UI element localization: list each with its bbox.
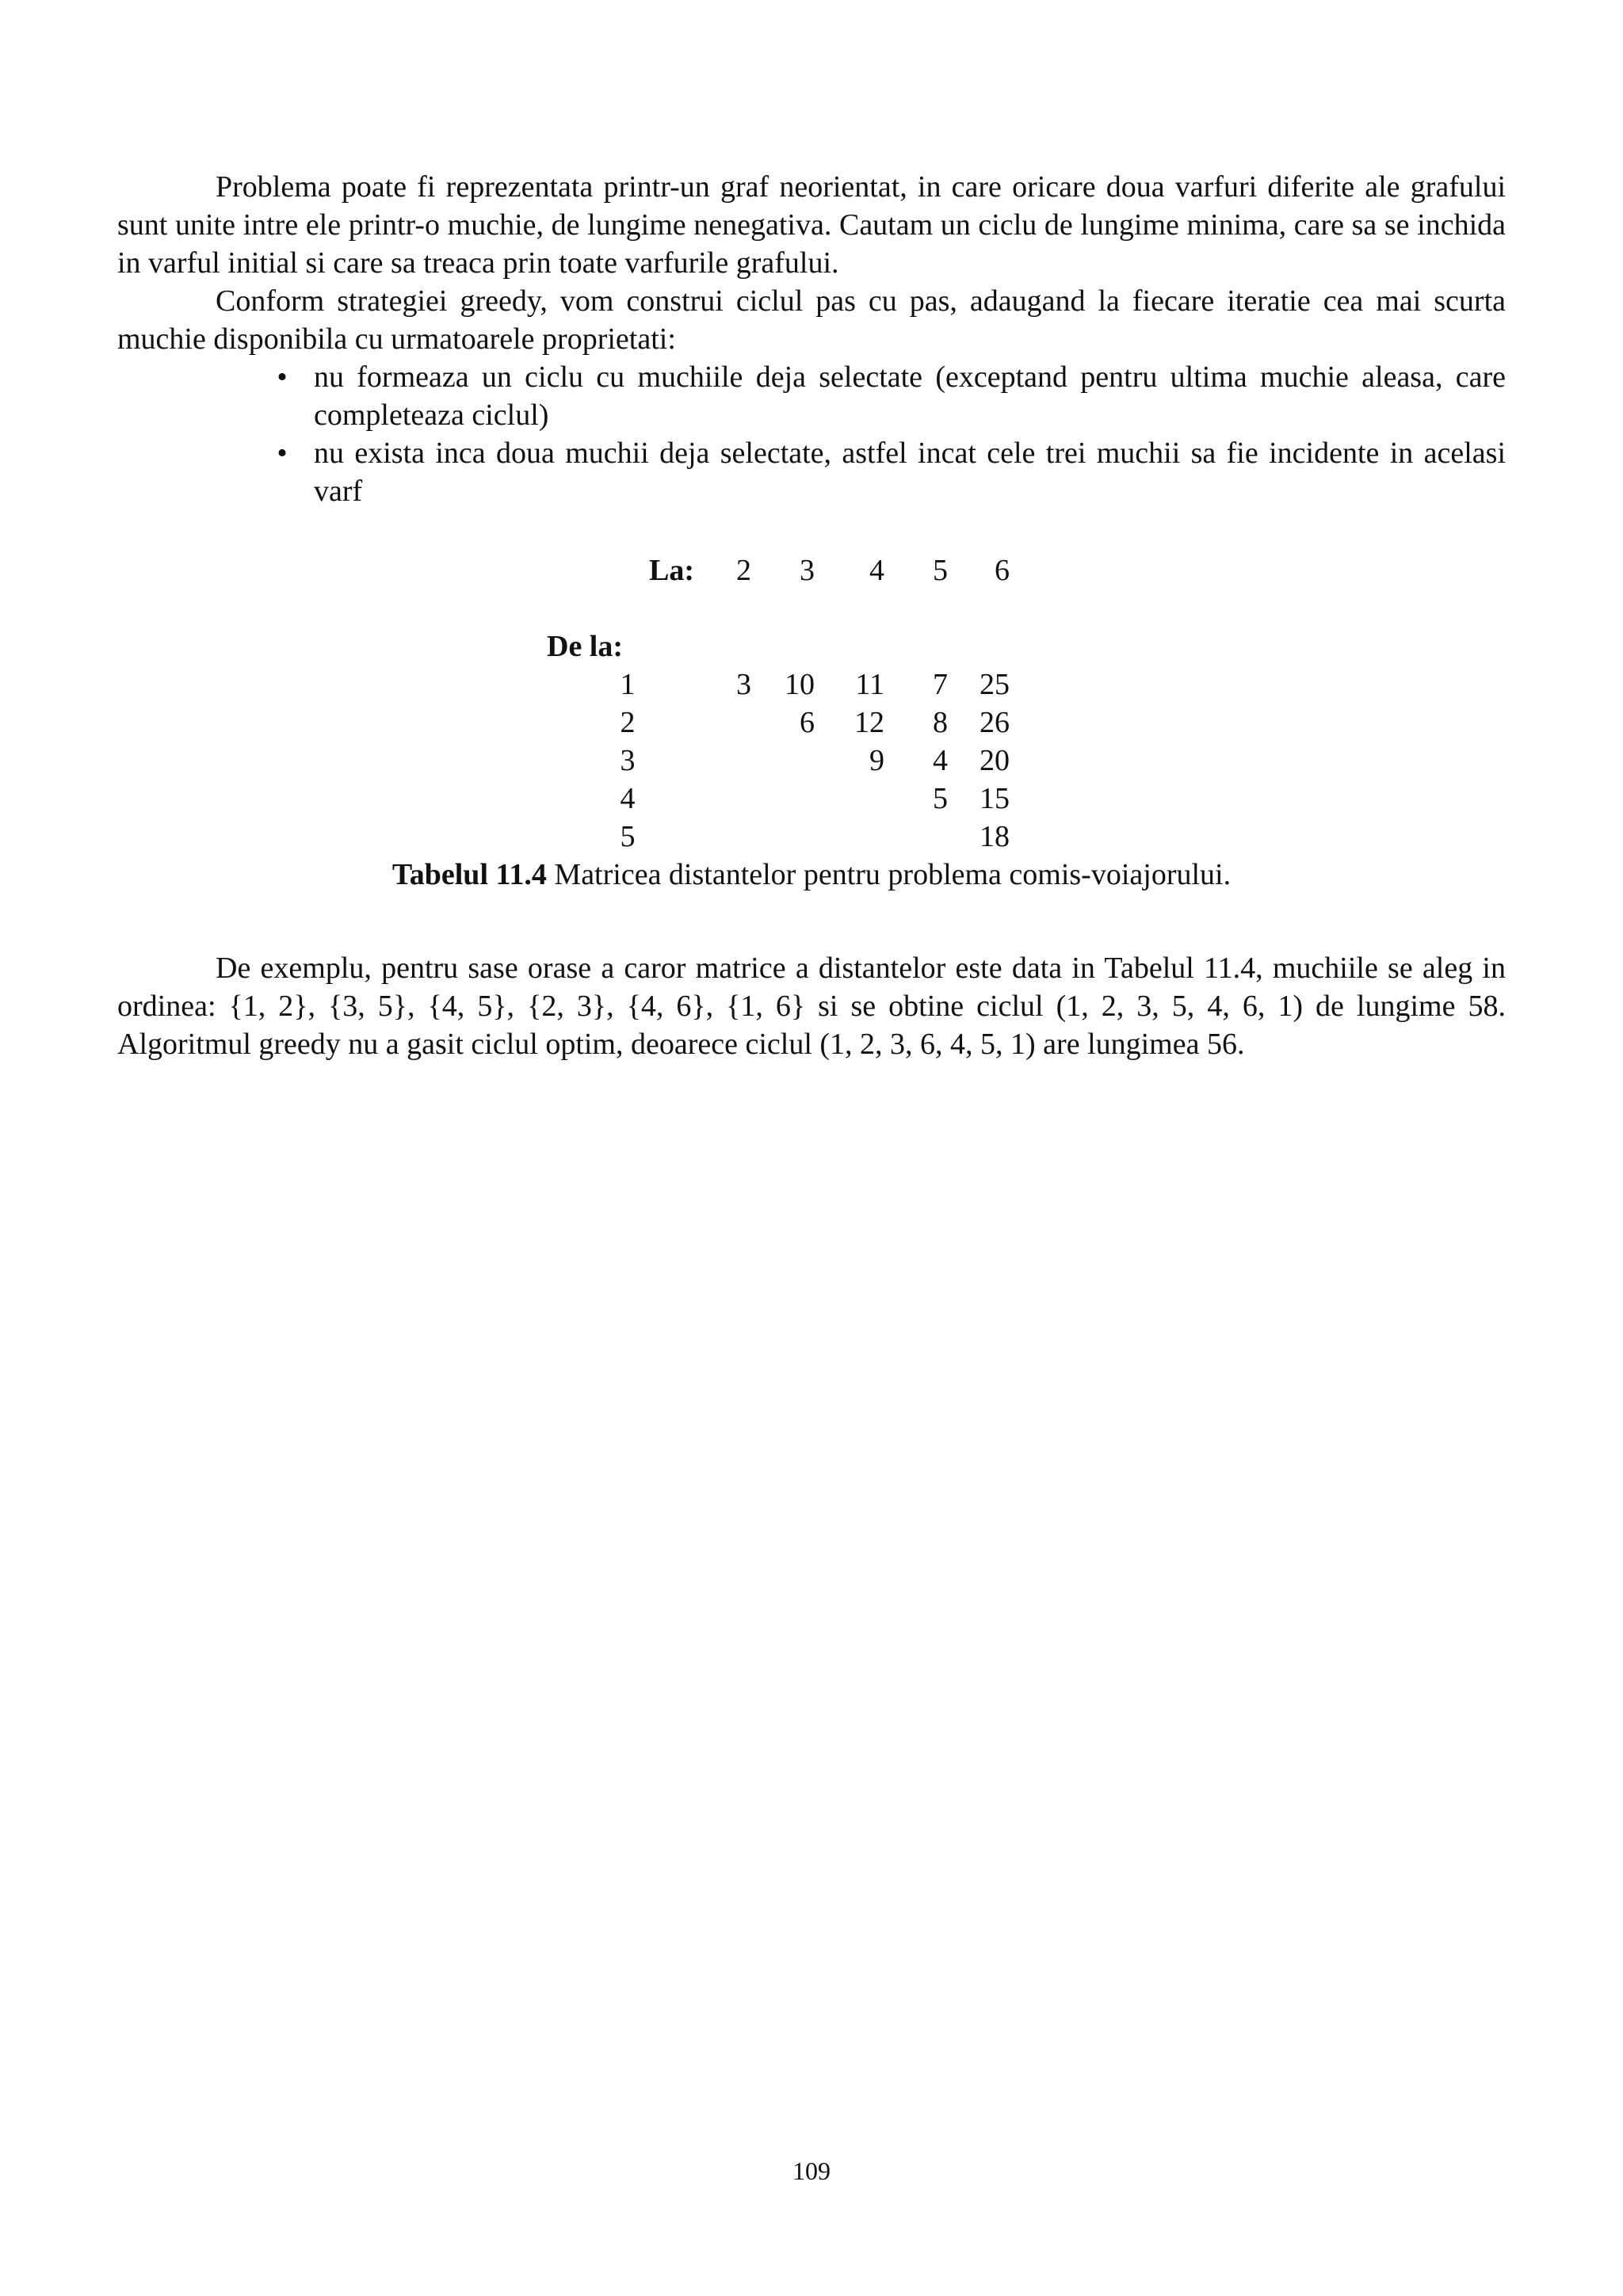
table-caption (117, 856, 1506, 894)
table-caption-text: Matricea distantelor pentru problema comis-voiajorului. (546, 858, 1232, 891)
from-label: De la: (547, 630, 624, 663)
matrix-cell: 11 (855, 668, 884, 701)
matrix-cell: 12 (854, 706, 884, 739)
matrix-cell: 20 (980, 744, 1010, 777)
matrix-cell: 9 (869, 744, 884, 777)
matrix-cell: 4 (933, 744, 948, 777)
to-header: 3 (800, 554, 815, 587)
from-header: 2 (620, 706, 636, 739)
properties-list (117, 358, 1506, 510)
table-caption-label: Tabelul 11.4 (391, 858, 547, 891)
list-item (277, 358, 1506, 434)
from-header: 5 (620, 820, 636, 853)
to-header: 5 (933, 554, 948, 587)
page-number: 109 (792, 2157, 831, 2185)
matrix-cell: 6 (800, 706, 815, 739)
bullet-icon: • (277, 360, 288, 394)
matrix-cell: 15 (980, 782, 1010, 815)
paragraph-example: De exemplu, pentru sase orase a caror matrice a distantelor este data in Tabelul 11.4, muchiile se aleg in ordinea: {1, 2}, {3, 5}, {4, 5}, {2, 3}, {4, 6}, {1, 6} si se obtine ciclul (1, 2, 3, 5, 4, 6, 1) de lungime 58. Algoritmul greedy nu a gasit ciclul optim, deoarece ciclul (1, 2, 3, 6, 4, 5, 1) are lungimea 56. (117, 952, 1506, 1061)
paragraph-problem-intro: Problema poate fi reprezentata printr-un graf neorientat, in care oricare doua varfuri diferite ale grafului sunt unite intre ele printr-o muchie, de lungime nenegativa. Cautam un ciclu de lungime minima, care sa se inchida in varful initial si care sa treaca prin toate varfurile grafului. (117, 170, 1506, 280)
list-item (277, 434, 1506, 510)
paragraph-greedy-strategy: Conform strategiei greedy, vom construi ciclul pas cu pas, adaugand la fiecare iteratie cea mai scurta muchie disponibila cu urmatoarele proprietati: (117, 284, 1506, 356)
distance-matrix-block (117, 510, 1506, 891)
from-header: 3 (620, 744, 636, 777)
to-header: 6 (995, 554, 1010, 587)
to-label: La: (649, 554, 694, 587)
matrix-cell: 26 (980, 706, 1010, 739)
matrix-cell: 5 (933, 782, 948, 815)
from-header: 4 (620, 782, 636, 815)
to-header: 2 (736, 554, 751, 587)
list-item-text: nu exista inca doua muchii deja selectate, astfel incat cele trei muchii sa fie incidente in acelasi varf (314, 437, 1506, 508)
list-item-text: nu formeaza un ciclu cu muchiile deja selectate (exceptand pentru ultima muchie aleasa, care completeaza ciclul) (314, 360, 1506, 432)
matrix-cell: 7 (933, 668, 948, 701)
matrix-cell: 3 (736, 668, 751, 701)
matrix-cell: 25 (980, 668, 1010, 701)
matrix-cell: 8 (933, 706, 948, 739)
to-header: 4 (869, 554, 884, 587)
bullet-icon: • (277, 437, 288, 470)
from-header: 1 (620, 668, 636, 701)
matrix-cell: 18 (980, 820, 1010, 853)
document-page (117, 168, 1506, 1063)
matrix-cell: 10 (785, 668, 815, 701)
